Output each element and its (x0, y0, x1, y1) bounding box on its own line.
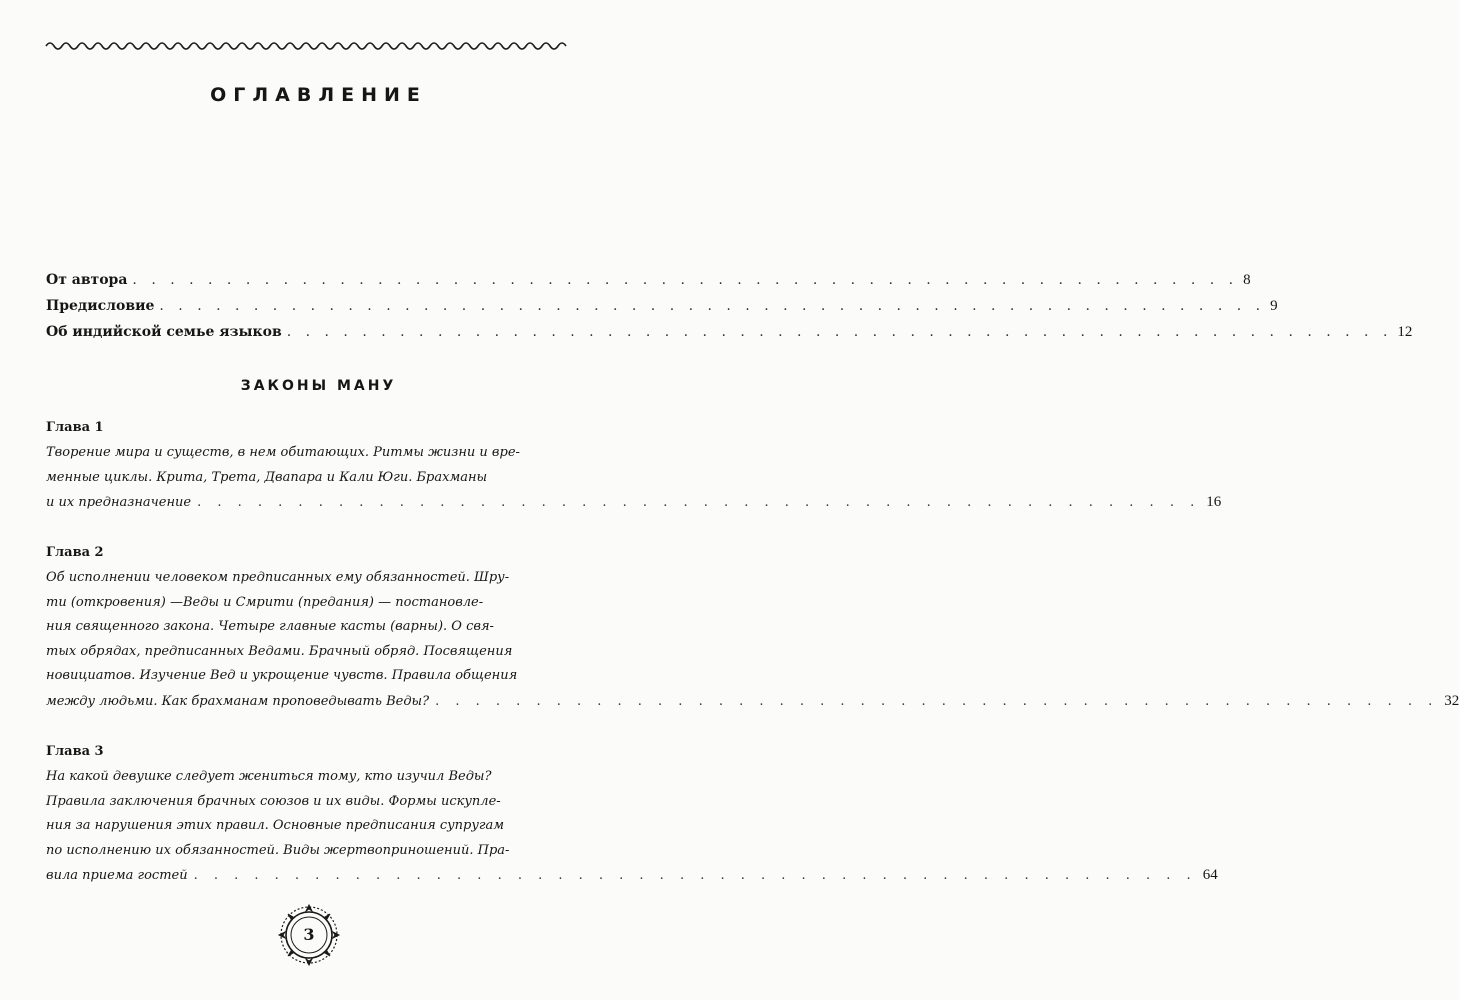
chapter-2[interactable] (46, 540, 1459, 714)
toc-entry-page: 8 (1243, 272, 1251, 288)
chapter-page: 32 (1444, 692, 1459, 709)
decorative-wave-divider (46, 38, 566, 54)
page-title: ОГЛАВЛЕНИЕ (210, 84, 427, 106)
leader-dots: . . . . . . . . . . . . . . . . . . . . . . . . . . . . . . . . . . . . . . . . . . . . . . . . . . . . . . . . . . . (132, 272, 1239, 288)
chapter-page: 64 (1202, 867, 1218, 884)
chapter-description-line: вила приема гостей (46, 868, 188, 884)
top-entries-list (46, 272, 1413, 350)
chapter-description-line: ния священного закона. Четыре главные касты (варны). О свя- (46, 619, 494, 635)
toc-entry-languages[interactable] (46, 324, 1413, 350)
toc-entry-label: Об индийской семье языков (46, 324, 282, 340)
toc-entry-label: От автора (46, 272, 128, 288)
chapter-3[interactable] (46, 739, 1218, 888)
leader-dots: . . . . . . . . . . . . . . . . . . . . . . . . . . . . . . . . . . . . . . . . . . . . . . . . . . (197, 495, 1201, 511)
toc-entry-author[interactable] (46, 272, 1251, 298)
toc-entry-label: Предисловие (46, 298, 155, 314)
chapter-description-line: Правила заключения брачных союзов и их виды. Формы искупле- (46, 793, 501, 809)
chapter-heading: Глава 3 (46, 744, 104, 759)
chapter-heading: Глава 2 (46, 545, 104, 560)
chapter-last-line (46, 490, 1222, 515)
chapter-description-line: тых обрядах, предписанных Ведами. Брачный обряд. Посвящения (46, 643, 513, 659)
chapter-description-line: Творение мира и существ, в нем обитающих. Ритмы жизни и вре- (46, 445, 520, 460)
chapter-description-line: новициатов. Изучение Вед и укрощение чувств. Правила общения (46, 668, 518, 684)
chapter-description-line: менные циклы. Крита, Трета, Двапара и Кали Юги. Брахманы (46, 469, 488, 485)
leader-dots: . . . . . . . . . . . . . . . . . . . . . . . . . . . . . . . . . . . . . . . . . . . . . . . . . . . . . . . . . . . (159, 298, 1266, 314)
toc-entry-page: 12 (1397, 324, 1413, 340)
chapter-1[interactable] (46, 415, 1222, 515)
chapter-page: 16 (1206, 494, 1222, 511)
chapter-description-line: Об исполнении человеком предписанных ему обязанностей. Шру- (46, 570, 510, 585)
chapter-heading: Глава 1 (46, 420, 104, 435)
toc-entry-preface[interactable] (46, 298, 1278, 324)
chapter-description-line: ти (откровения) —Веды и Смрити (предания) — постановле- (46, 594, 484, 610)
chapter-description-line: ния за нарушения этих правил. Основные предписания супругам (46, 818, 504, 834)
chapter-description-line: по исполнению их обязанностей. Виды жертвоприношений. Пра- (46, 842, 510, 858)
toc-entry-page: 9 (1270, 298, 1278, 314)
chapter-description-line: и их предназначение (46, 495, 192, 511)
chapter-last-line (46, 863, 1218, 888)
leader-dots: . . . . . . . . . . . . . . . . . . . . . . . . . . . . . . . . . . . . . . . . . . . . . . . . . . (193, 868, 1197, 884)
page-number: 3 (303, 925, 315, 944)
page-number-badge (277, 903, 341, 967)
section-title: ЗАКОНЫ МАНУ (240, 378, 397, 394)
chapter-last-line (46, 689, 1459, 714)
leader-dots: . . . . . . . . . . . . . . . . . . . . . . . . . . . . . . . . . . . . . . . . . . . . . . . . . . (435, 693, 1439, 709)
leader-dots: . . . . . . . . . . . . . . . . . . . . . . . . . . . . . . . . . . . . . . . . . . . . . . . . . . . . . . . . . . . (286, 324, 1393, 340)
chapter-description-line: На какой девушке следует жениться тому, кто изучил Веды? (46, 769, 492, 784)
chapter-description-line: между людьми. Как брахманам проповедывать Веды? (46, 693, 430, 709)
